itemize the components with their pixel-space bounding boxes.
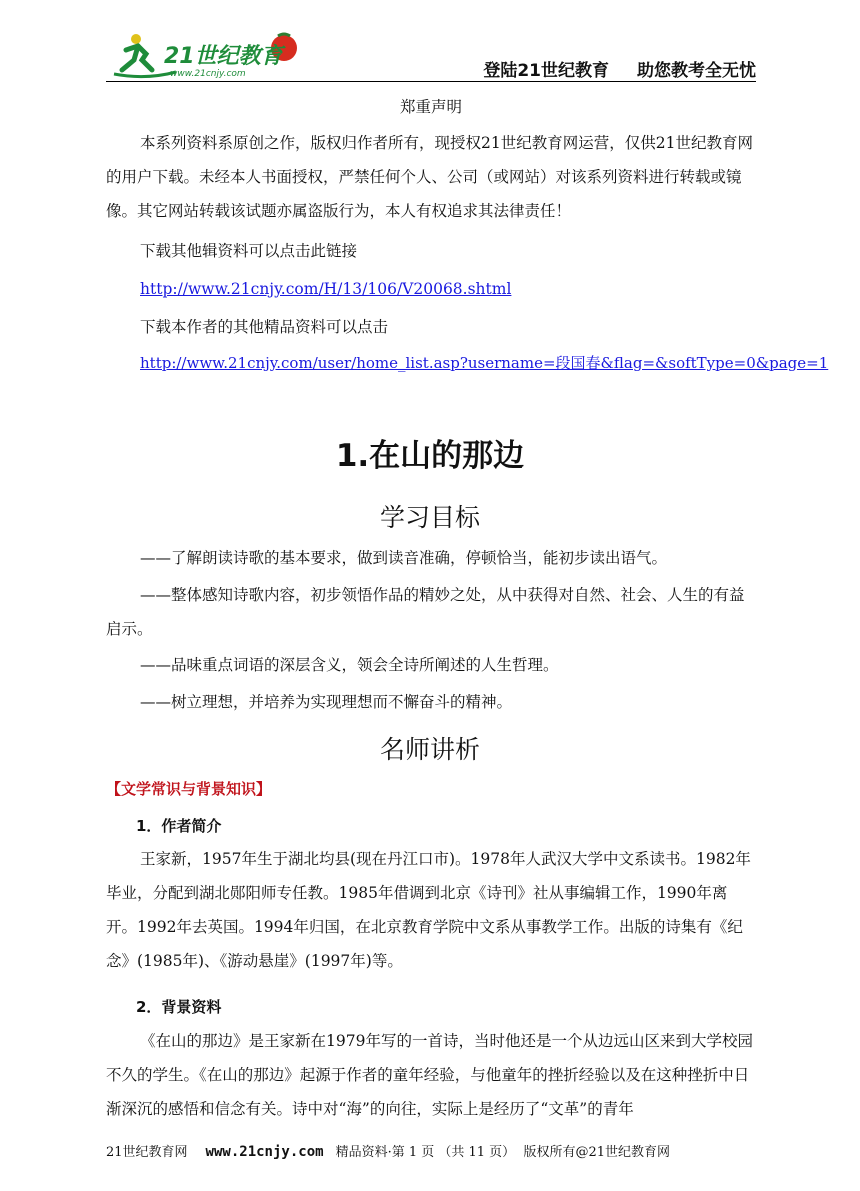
link1-wrapper [106,272,756,306]
header-slogan [455,56,756,81]
notice-body: 本系列资料系原创之作，版权归作者所有，现授权21世纪教育网运营，仅供21世纪教育网的用户下载。未经本人书面授权，严禁任何个人、公司（或网站）对该系列资料进行转载或镜像。其它网站转载该试题亦属盗版行为，本人有权追求其法律责任！ [106,134,753,220]
link1-url[interactable]: http://www.21cnjy.com/H/13/106/V20068.shtml [140,280,512,298]
goal-item-3: ——品味重点词语的深层含义，领会全诗所阐述的人生哲理。 [140,656,559,674]
goal-item-1: ——了解朗读诗歌的基本要求，做到读音准确，停顿恰当，能初步读出语气。 [140,549,668,567]
goals-heading: 学习目标 [379,503,480,532]
goal-item-2: ——整体感知诗歌内容，初步领悟作品的精妙之处，从中获得对自然、社会、人生的有益启示。 [106,586,745,638]
notice-title: 郑重声明 [399,98,462,116]
footer-site: www.21cnjy.com [205,1144,324,1160]
analysis-heading: 名师讲析 [379,735,480,764]
link1-label: 下载其他辑资料可以点击此链接 [140,242,358,260]
link2-url[interactable]: http://www.21cnjy.com/user/home_list.asp?username=段国春&flag=&softType=0&page=1 [140,354,829,372]
sub2-body: 《在山的那边》是王家新在1979年写的一首诗，当时他还是一个从边远山区来到大学校园不久的学生。《在山的那边》起源于作者的童年经验，与他童年的挫折经验以及在这种挫折中日渐深沉的感悟和信念有关。诗中对“海”的向往，实际上是经历了“文革”的青年 [106,1032,753,1118]
section-label: 【文学常识与背景知识】 [106,780,272,798]
sub2-title: 2．背景资料 [136,998,222,1016]
page-header [106,28,756,82]
site-logo [106,30,306,80]
footer-middle: 精品资料·第 1 页 （共 11 页） [335,1145,516,1160]
link2-label: 下载本作者的其他精品资料可以点击 [140,318,389,336]
logo-text: 21世纪教育 [164,44,283,69]
footer-right: 版权所有@21世纪教育网 [523,1145,670,1160]
footer-left: 21世纪教育网 [106,1145,188,1160]
page-footer [106,1141,756,1160]
header-divider [106,81,756,82]
sub1-body: 王家新，1957年生于湖北均县(现在丹江口市)。1978年人武汉大学中文系读书。1982年毕业，分配到湖北郧阳师专任教。1985年借调到北京《诗刊》社从事编辑工作，1990年离开。1992年去英国。1994年归国，在北京教育学院中文系从事教学工作。出版的诗集有《纪念》(1985年)、《游动悬崖》(1997年)等。 [106,850,751,970]
sub1-title: 1．作者简介 [136,817,222,835]
logo-url: www.21cnjy.com [170,69,246,79]
link2-wrapper [106,346,829,380]
slogan-right: 助您教考全无忧 [637,61,756,81]
lesson-title: 1.在山的那边 [335,438,525,474]
goal-item-4: ——树立理想，并培养为实现理想而不懈奋斗的精神。 [140,693,513,711]
slogan-left: 登陆21世纪教育 [483,61,609,81]
